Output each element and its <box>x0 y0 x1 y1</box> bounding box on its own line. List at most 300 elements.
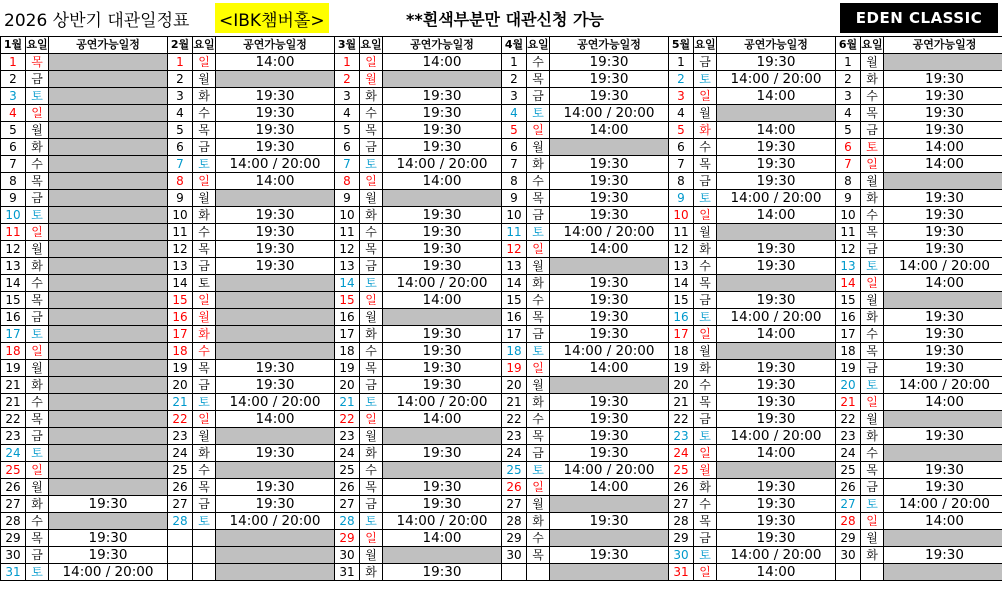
time-slot-cell <box>49 326 168 343</box>
time-slot-cell[interactable]: 14:00 / 20:00 <box>717 190 836 207</box>
time-slot-cell[interactable]: 14:00 <box>383 173 502 190</box>
weekday-cell: 화 <box>861 309 884 326</box>
day-number: 17 <box>168 326 193 343</box>
time-slot-cell[interactable]: 19:30 <box>884 462 1002 479</box>
day-number: 14 <box>836 275 861 292</box>
table-row <box>1 411 1002 428</box>
time-slot-cell[interactable]: 19:30 <box>383 224 502 241</box>
time-slot-cell[interactable]: 19:30 <box>383 241 502 258</box>
sheet-title: 2026 상반기 대관일정표 <box>4 10 190 31</box>
time-slot-cell[interactable]: 14:00 / 20:00 <box>884 258 1002 275</box>
time-slot-cell <box>49 105 168 122</box>
time-slot-cell[interactable]: 19:30 <box>550 173 669 190</box>
day-number: 25 <box>335 462 360 479</box>
time-slot-cell[interactable]: 19:30 <box>884 309 1002 326</box>
day-number: 4 <box>335 105 360 122</box>
weekday-cell: 목 <box>26 292 49 309</box>
time-slot-cell[interactable]: 14:00 / 20:00 <box>216 394 335 411</box>
time-slot-cell[interactable]: 19:30 <box>717 496 836 513</box>
time-slot-cell[interactable]: 14:00 <box>717 326 836 343</box>
time-slot-cell[interactable]: 14:00 / 20:00 <box>383 513 502 530</box>
time-slot-cell[interactable]: 19:30 <box>383 496 502 513</box>
time-slot-cell[interactable]: 14:00 <box>550 479 669 496</box>
time-slot-cell[interactable]: 14:00 <box>216 54 335 71</box>
weekday-cell: 금 <box>193 377 216 394</box>
time-slot-cell[interactable]: 19:30 <box>216 258 335 275</box>
time-slot-cell[interactable]: 19:30 <box>216 241 335 258</box>
time-slot-cell[interactable]: 19:30 <box>717 173 836 190</box>
time-slot-cell <box>216 343 335 360</box>
time-slot-cell[interactable]: 19:30 <box>884 428 1002 445</box>
weekday-cell: 일 <box>694 88 717 105</box>
time-slot-cell[interactable]: 19:30 <box>717 377 836 394</box>
time-slot-cell[interactable]: 19:30 <box>216 445 335 462</box>
time-slot-cell[interactable]: 14:00 / 20:00 <box>717 428 836 445</box>
day-number: 5 <box>335 122 360 139</box>
day-number: 23 <box>502 428 527 445</box>
month-label: 4월 <box>502 37 527 54</box>
time-slot-cell[interactable]: 14:00 <box>383 54 502 71</box>
day-number: 26 <box>669 479 694 496</box>
time-slot-cell[interactable]: 19:30 <box>884 88 1002 105</box>
time-slot-cell[interactable]: 14:00 <box>717 564 836 581</box>
weekday-cell: 토 <box>694 309 717 326</box>
day-number: 7 <box>335 156 360 173</box>
day-number: 6 <box>836 139 861 156</box>
day-number: 9 <box>168 190 193 207</box>
time-slot-cell[interactable]: 14:00 <box>550 122 669 139</box>
time-slot-cell[interactable]: 19:30 <box>717 394 836 411</box>
table-row <box>1 292 1002 309</box>
weekday-cell: 목 <box>193 360 216 377</box>
time-slot-cell[interactable]: 19:30 <box>717 241 836 258</box>
weekday-cell: 금 <box>861 479 884 496</box>
time-slot-cell[interactable]: 14:00 <box>383 411 502 428</box>
weekday-cell: 수 <box>694 139 717 156</box>
weekday-cell: 목 <box>527 428 550 445</box>
table-row <box>1 173 1002 190</box>
table-row <box>1 394 1002 411</box>
time-slot-cell[interactable]: 19:30 <box>717 479 836 496</box>
time-slot-cell[interactable]: 14:00 <box>717 207 836 224</box>
month-label: 1월 <box>1 37 26 54</box>
weekday-cell: 토 <box>26 326 49 343</box>
day-number: 4 <box>502 105 527 122</box>
weekday-cell: 금 <box>527 445 550 462</box>
time-slot-cell[interactable]: 19:30 <box>383 326 502 343</box>
time-slot-cell[interactable]: 19:30 <box>884 71 1002 88</box>
time-slot-cell[interactable]: 19:30 <box>550 292 669 309</box>
time-slot-cell[interactable]: 19:30 <box>550 411 669 428</box>
day-number: 24 <box>1 445 26 462</box>
weekday-cell: 일 <box>360 411 383 428</box>
weekday-cell: 월 <box>861 54 884 71</box>
time-slot-cell <box>216 428 335 445</box>
time-slot-cell[interactable]: 19:30 <box>884 343 1002 360</box>
table-row <box>1 513 1002 530</box>
time-slot-cell <box>49 428 168 445</box>
weekday-cell: 월 <box>193 71 216 88</box>
time-slot-cell[interactable]: 19:30 <box>884 360 1002 377</box>
day-number: 28 <box>168 513 193 530</box>
weekday-cell: 화 <box>193 88 216 105</box>
day-number: 16 <box>1 309 26 326</box>
time-slot-cell[interactable]: 19:30 <box>550 275 669 292</box>
weekday-cell: 목 <box>527 190 550 207</box>
time-slot-cell <box>49 360 168 377</box>
time-slot-cell[interactable]: 19:30 <box>884 241 1002 258</box>
day-number: 17 <box>1 326 26 343</box>
time-slot-cell[interactable]: 19:30 <box>884 326 1002 343</box>
time-slot-cell[interactable]: 14:00 / 20:00 <box>216 513 335 530</box>
weekday-header: 요일 <box>527 37 550 54</box>
time-slot-cell[interactable]: 19:30 <box>550 207 669 224</box>
time-slot-cell[interactable]: 14:00 / 20:00 <box>49 564 168 581</box>
day-number: 27 <box>502 496 527 513</box>
time-slot-cell[interactable]: 19:30 <box>216 139 335 156</box>
weekday-cell: 월 <box>861 292 884 309</box>
table-row <box>1 88 1002 105</box>
month-label: 6월 <box>836 37 861 54</box>
weekday-cell: 목 <box>360 360 383 377</box>
time-slot-cell[interactable]: 19:30 <box>550 54 669 71</box>
time-slot-cell <box>216 326 335 343</box>
day-number <box>168 547 193 564</box>
time-slot-cell[interactable]: 19:30 <box>717 513 836 530</box>
weekday-cell: 금 <box>694 54 717 71</box>
day-number: 12 <box>1 241 26 258</box>
time-slot-cell[interactable]: 14:00 <box>383 292 502 309</box>
table-row <box>1 71 1002 88</box>
time-slot-cell[interactable]: 19:30 <box>383 207 502 224</box>
weekday-cell: 수 <box>26 275 49 292</box>
time-slot-cell[interactable]: 19:30 <box>884 547 1002 564</box>
time-slot-cell[interactable]: 19:30 <box>884 105 1002 122</box>
time-slot-cell[interactable]: 19:30 <box>383 360 502 377</box>
day-number: 28 <box>335 513 360 530</box>
day-number: 17 <box>836 326 861 343</box>
time-slot-cell[interactable]: 14:00 <box>884 513 1002 530</box>
weekday-cell: 월 <box>694 105 717 122</box>
weekday-cell: 수 <box>527 411 550 428</box>
day-number: 23 <box>1 428 26 445</box>
time-slot-cell[interactable]: 19:30 <box>216 105 335 122</box>
time-slot-cell <box>49 479 168 496</box>
day-number: 14 <box>1 275 26 292</box>
time-slot-cell <box>383 462 502 479</box>
day-number: 8 <box>1 173 26 190</box>
time-slot-cell[interactable]: 19:30 <box>550 71 669 88</box>
time-slot-cell[interactable]: 19:30 <box>383 88 502 105</box>
time-slot-cell[interactable]: 14:00 / 20:00 <box>383 275 502 292</box>
time-slot-cell[interactable]: 14:00 / 20:00 <box>383 156 502 173</box>
time-slot-cell[interactable]: 19:30 <box>550 309 669 326</box>
time-slot-cell[interactable]: 19:30 <box>383 377 502 394</box>
weekday-cell: 토 <box>26 564 49 581</box>
time-slot-cell <box>550 530 669 547</box>
availability-note: **흰색부분만 대관신청 가능 <box>406 9 604 29</box>
time-slot-cell[interactable]: 14:00 <box>884 394 1002 411</box>
time-slot-cell <box>550 496 669 513</box>
weekday-cell: 목 <box>193 479 216 496</box>
time-slot-cell[interactable]: 14:00 / 20:00 <box>717 71 836 88</box>
weekday-cell: 월 <box>527 496 550 513</box>
time-slot-cell[interactable]: 19:30 <box>49 496 168 513</box>
time-slot-cell[interactable]: 14:00 <box>884 275 1002 292</box>
time-slot-cell[interactable]: 19:30 <box>383 479 502 496</box>
day-number: 18 <box>1 343 26 360</box>
time-slot-cell[interactable]: 19:30 <box>884 207 1002 224</box>
time-slot-cell[interactable]: 19:30 <box>216 207 335 224</box>
weekday-cell: 목 <box>694 275 717 292</box>
day-number: 28 <box>502 513 527 530</box>
day-number: 17 <box>669 326 694 343</box>
time-slot-cell[interactable]: 19:30 <box>216 88 335 105</box>
time-slot-cell[interactable]: 14:00 <box>216 173 335 190</box>
weekday-cell: 금 <box>193 496 216 513</box>
weekday-cell: 토 <box>193 394 216 411</box>
weekday-cell: 목 <box>694 394 717 411</box>
day-number: 7 <box>669 156 694 173</box>
weekday-cell: 수 <box>193 343 216 360</box>
time-slot-cell[interactable]: 14:00 <box>717 122 836 139</box>
sheet-header <box>0 0 1002 37</box>
day-number <box>168 530 193 547</box>
time-slot-cell[interactable]: 19:30 <box>383 445 502 462</box>
day-number: 10 <box>335 207 360 224</box>
time-slot-cell[interactable]: 14:00 <box>550 241 669 258</box>
day-number: 31 <box>335 564 360 581</box>
weekday-cell: 일 <box>360 173 383 190</box>
weekday-cell: 토 <box>527 462 550 479</box>
day-number: 26 <box>168 479 193 496</box>
time-slot-cell[interactable]: 14:00 <box>884 156 1002 173</box>
time-slot-cell <box>49 309 168 326</box>
time-slot-cell[interactable]: 19:30 <box>717 530 836 547</box>
time-slot-cell[interactable]: 14:00 / 20:00 <box>717 547 836 564</box>
schedule-header: 공연가능일정 <box>383 37 502 54</box>
time-slot-cell[interactable]: 19:30 <box>383 139 502 156</box>
day-number: 18 <box>502 343 527 360</box>
time-slot-cell[interactable]: 14:00 <box>550 360 669 377</box>
time-slot-cell[interactable]: 19:30 <box>216 360 335 377</box>
time-slot-cell[interactable]: 19:30 <box>383 122 502 139</box>
weekday-cell: 토 <box>360 275 383 292</box>
weekday-cell: 월 <box>527 377 550 394</box>
time-slot-cell[interactable]: 19:30 <box>884 122 1002 139</box>
time-slot-cell[interactable]: 19:30 <box>550 88 669 105</box>
schedule-header: 공연가능일정 <box>884 37 1002 54</box>
day-number: 20 <box>836 377 861 394</box>
time-slot-cell[interactable]: 19:30 <box>216 479 335 496</box>
hall-name-badge: <IBK챔버홀> <box>215 3 329 33</box>
day-number: 16 <box>168 309 193 326</box>
time-slot-cell[interactable]: 19:30 <box>884 190 1002 207</box>
weekday-cell: 토 <box>694 547 717 564</box>
time-slot-cell <box>884 292 1002 309</box>
time-slot-cell[interactable]: 19:30 <box>550 428 669 445</box>
time-slot-cell[interactable]: 14:00 <box>884 139 1002 156</box>
time-slot-cell[interactable]: 19:30 <box>383 343 502 360</box>
weekday-cell: 화 <box>26 139 49 156</box>
day-number: 31 <box>1 564 26 581</box>
time-slot-cell[interactable]: 19:30 <box>550 156 669 173</box>
weekday-cell: 월 <box>861 411 884 428</box>
time-slot-cell[interactable]: 19:30 <box>717 156 836 173</box>
day-number: 13 <box>335 258 360 275</box>
day-number: 28 <box>1 513 26 530</box>
weekday-cell: 화 <box>26 258 49 275</box>
weekday-cell: 일 <box>26 224 49 241</box>
weekday-cell: 월 <box>694 343 717 360</box>
time-slot-cell[interactable]: 19:30 <box>383 564 502 581</box>
schedule-header: 공연가능일정 <box>717 37 836 54</box>
time-slot-cell[interactable]: 19:30 <box>49 530 168 547</box>
time-slot-cell <box>383 428 502 445</box>
day-number: 30 <box>1 547 26 564</box>
time-slot-cell[interactable]: 19:30 <box>884 479 1002 496</box>
time-slot-cell[interactable]: 14:00 <box>717 88 836 105</box>
weekday-cell: 토 <box>193 156 216 173</box>
time-slot-cell <box>216 564 335 581</box>
time-slot-cell[interactable]: 19:30 <box>717 54 836 71</box>
weekday-cell: 수 <box>527 530 550 547</box>
day-number: 15 <box>168 292 193 309</box>
time-slot-cell[interactable]: 19:30 <box>717 411 836 428</box>
weekday-cell: 화 <box>861 71 884 88</box>
day-number: 21 <box>669 394 694 411</box>
time-slot-cell[interactable]: 14:00 / 20:00 <box>550 462 669 479</box>
weekday-cell: 토 <box>861 258 884 275</box>
weekday-cell: 수 <box>26 156 49 173</box>
weekday-cell: 목 <box>26 54 49 71</box>
month-label: 3월 <box>335 37 360 54</box>
time-slot-cell[interactable]: 14:00 <box>717 445 836 462</box>
time-slot-cell[interactable]: 19:30 <box>717 292 836 309</box>
time-slot-cell[interactable]: 14:00 <box>216 411 335 428</box>
time-slot-cell[interactable]: 19:30 <box>383 105 502 122</box>
day-number: 5 <box>1 122 26 139</box>
time-slot-cell[interactable]: 14:00 / 20:00 <box>550 105 669 122</box>
table-row <box>1 377 1002 394</box>
weekday-cell: 일 <box>527 360 550 377</box>
time-slot-cell[interactable]: 14:00 / 20:00 <box>550 224 669 241</box>
time-slot-cell[interactable]: 19:30 <box>550 190 669 207</box>
day-number: 1 <box>502 54 527 71</box>
day-number: 3 <box>669 88 694 105</box>
table-row <box>1 445 1002 462</box>
weekday-cell: 화 <box>694 122 717 139</box>
schedule-header: 공연가능일정 <box>216 37 335 54</box>
day-number: 7 <box>168 156 193 173</box>
day-number: 2 <box>1 71 26 88</box>
weekday-cell: 화 <box>26 496 49 513</box>
table-row <box>1 343 1002 360</box>
time-slot-cell[interactable]: 19:30 <box>216 377 335 394</box>
time-slot-cell[interactable]: 14:00 / 20:00 <box>884 377 1002 394</box>
time-slot-cell <box>884 530 1002 547</box>
table-row <box>1 122 1002 139</box>
weekday-cell: 토 <box>527 224 550 241</box>
day-number: 4 <box>669 105 694 122</box>
weekday-cell: 일 <box>527 241 550 258</box>
day-number: 15 <box>669 292 694 309</box>
time-slot-cell[interactable]: 14:00 <box>383 530 502 547</box>
time-slot-cell[interactable]: 19:30 <box>49 547 168 564</box>
time-slot-cell <box>49 343 168 360</box>
day-number: 11 <box>669 224 694 241</box>
weekday-cell: 수 <box>527 54 550 71</box>
day-number: 15 <box>335 292 360 309</box>
time-slot-cell <box>49 513 168 530</box>
day-number: 9 <box>836 190 861 207</box>
weekday-cell: 화 <box>26 377 49 394</box>
time-slot-cell[interactable]: 19:30 <box>550 445 669 462</box>
time-slot-cell[interactable]: 19:30 <box>550 326 669 343</box>
time-slot-cell[interactable]: 14:00 / 20:00 <box>216 156 335 173</box>
time-slot-cell[interactable]: 14:00 / 20:00 <box>383 394 502 411</box>
day-number: 18 <box>669 343 694 360</box>
weekday-cell: 금 <box>861 122 884 139</box>
time-slot-cell[interactable]: 19:30 <box>550 394 669 411</box>
time-slot-cell <box>884 173 1002 190</box>
day-number: 21 <box>168 394 193 411</box>
time-slot-cell[interactable]: 19:30 <box>550 547 669 564</box>
weekday-cell: 수 <box>26 513 49 530</box>
day-number: 29 <box>1 530 26 547</box>
day-number: 21 <box>335 394 360 411</box>
weekday-cell: 금 <box>26 428 49 445</box>
time-slot-cell[interactable]: 14:00 / 20:00 <box>884 496 1002 513</box>
weekday-cell: 일 <box>26 343 49 360</box>
day-number: 16 <box>502 309 527 326</box>
time-slot-cell[interactable]: 19:30 <box>216 122 335 139</box>
day-number: 20 <box>669 377 694 394</box>
time-slot-cell <box>717 105 836 122</box>
day-number: 5 <box>669 122 694 139</box>
weekday-cell: 토 <box>861 496 884 513</box>
weekday-cell: 화 <box>193 445 216 462</box>
day-number <box>168 564 193 581</box>
time-slot-cell[interactable]: 19:30 <box>550 513 669 530</box>
time-slot-cell[interactable]: 19:30 <box>717 360 836 377</box>
day-number: 3 <box>1 88 26 105</box>
day-number: 12 <box>168 241 193 258</box>
time-slot-cell[interactable]: 19:30 <box>216 496 335 513</box>
day-number: 7 <box>502 156 527 173</box>
time-slot-cell <box>49 258 168 275</box>
time-slot-cell[interactable]: 19:30 <box>216 224 335 241</box>
time-slot-cell[interactable]: 19:30 <box>717 258 836 275</box>
time-slot-cell[interactable]: 19:30 <box>383 258 502 275</box>
weekday-cell: 수 <box>360 224 383 241</box>
table-row <box>1 530 1002 547</box>
weekday-cell: 월 <box>527 139 550 156</box>
weekday-cell: 월 <box>360 428 383 445</box>
table-row <box>1 241 1002 258</box>
weekday-cell: 금 <box>360 139 383 156</box>
time-slot-cell[interactable]: 19:30 <box>884 224 1002 241</box>
time-slot-cell[interactable]: 14:00 / 20:00 <box>550 343 669 360</box>
weekday-cell: 토 <box>861 139 884 156</box>
day-number: 10 <box>669 207 694 224</box>
weekday-cell <box>193 547 216 564</box>
time-slot-cell[interactable]: 19:30 <box>717 139 836 156</box>
time-slot-cell[interactable]: 14:00 / 20:00 <box>717 309 836 326</box>
day-number: 1 <box>836 54 861 71</box>
day-number: 19 <box>1 360 26 377</box>
day-number: 29 <box>335 530 360 547</box>
